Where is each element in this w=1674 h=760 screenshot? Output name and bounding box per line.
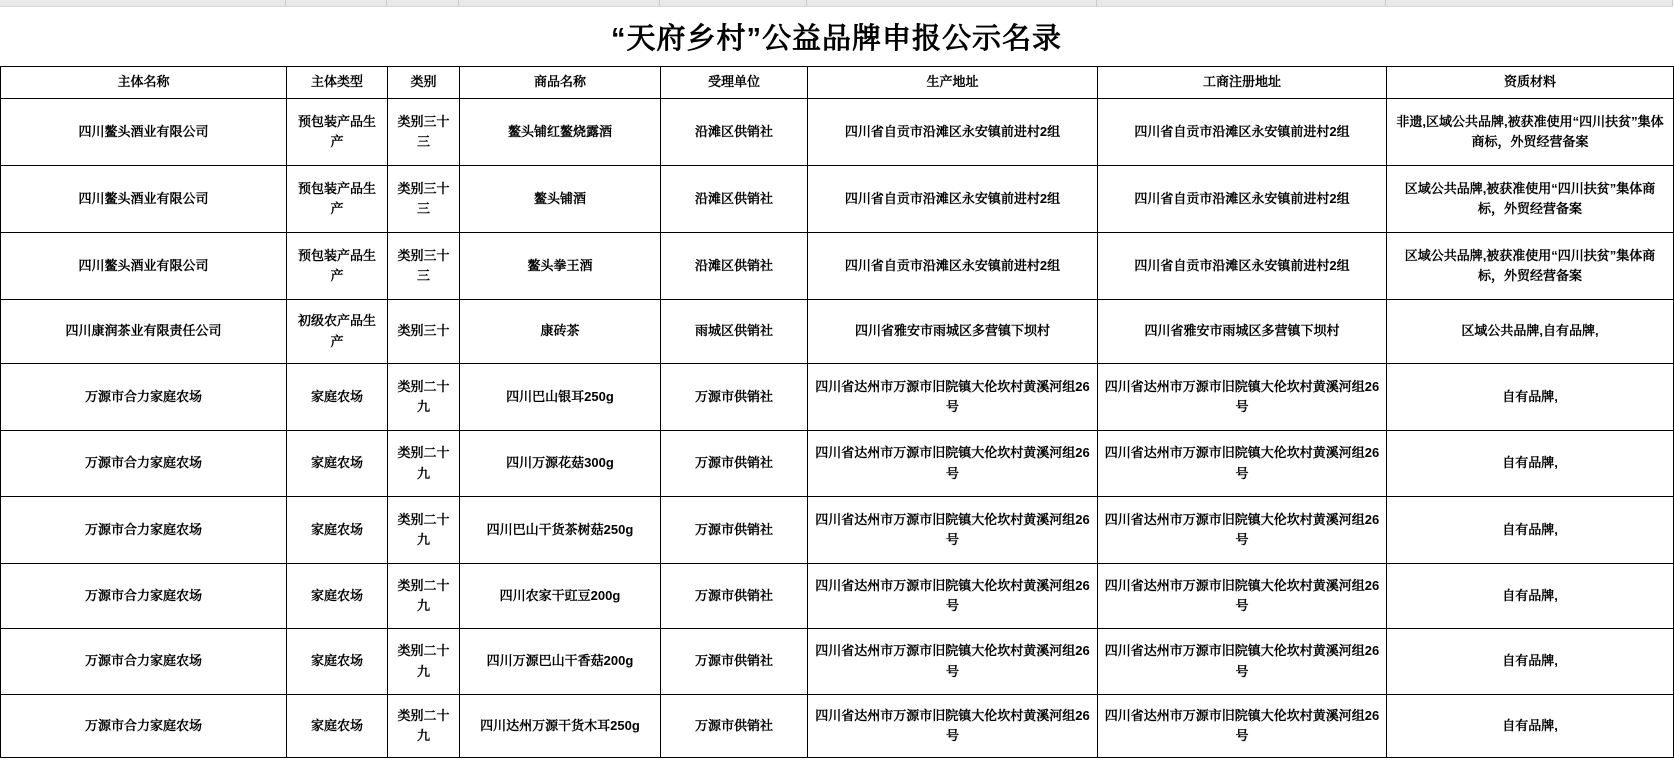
table-cell[interactable]: 四川康润茶业有限责任公司 <box>1 300 287 364</box>
table-cell[interactable]: 万源市合力家庭农场 <box>1 364 287 431</box>
table-cell[interactable]: 四川省自贡市沿滩区永安镇前进村2组 <box>808 233 1098 300</box>
page-title: “天府乡村”公益品牌申报公示名录 <box>610 23 1062 55</box>
table-cell[interactable]: 家庭农场 <box>287 695 388 758</box>
table-row <box>1 166 1674 233</box>
table-cell[interactable]: 万源市供销社 <box>661 431 808 497</box>
grid-strip-cell <box>0 0 286 6</box>
table-cell[interactable]: 万源市合力家庭农场 <box>1 564 287 629</box>
table-cell[interactable]: 万源市合力家庭农场 <box>1 431 287 497</box>
table-cell[interactable]: 四川省达州市万源市旧院镇大伦坎村黄溪河组26号 <box>808 695 1098 758</box>
table-row <box>1 564 1674 629</box>
table-cell[interactable]: 四川农家干豇豆200g <box>460 564 661 629</box>
table-cell[interactable]: 四川省达州市万源市旧院镇大伦坎村黄溪河组26号 <box>1098 695 1387 758</box>
table-cell[interactable]: 四川省自贡市沿滩区永安镇前进村2组 <box>1098 99 1387 166</box>
table-cell[interactable]: 四川达州万源干货木耳250g <box>460 695 661 758</box>
table-cell[interactable]: 预包装产品生产 <box>287 99 388 166</box>
table-cell[interactable]: 沿滩区供销社 <box>661 166 808 233</box>
table-cell[interactable]: 四川巴山干货茶树菇250g <box>460 497 661 564</box>
column-header-registered-addr[interactable]: 工商注册地址 <box>1098 67 1387 99</box>
column-header-accepting-unit[interactable]: 受理单位 <box>661 67 808 99</box>
table-cell[interactable]: 区域公共品牌,被获准使用“四川扶贫”集体商标，外贸经营备案 <box>1387 166 1674 233</box>
table-cell[interactable]: 四川省达州市万源市旧院镇大伦坎村黄溪河组26号 <box>808 431 1098 497</box>
table-cell[interactable]: 家庭农场 <box>287 564 388 629</box>
table-cell[interactable]: 四川省雅安市雨城区多营镇下坝村 <box>1098 300 1387 364</box>
grid-strip-cell <box>660 0 807 6</box>
table-cell[interactable]: 万源市供销社 <box>661 564 808 629</box>
table-row <box>1 233 1674 300</box>
table-cell[interactable]: 类别三十三 <box>388 233 460 300</box>
table-cell[interactable]: 万源市合力家庭农场 <box>1 497 287 564</box>
table-cell[interactable]: 康砖茶 <box>460 300 661 364</box>
brand-listing-table <box>0 66 1674 758</box>
table-cell[interactable]: 区域公共品牌,自有品牌, <box>1387 300 1674 364</box>
table-cell[interactable]: 万源市供销社 <box>661 497 808 564</box>
table-cell[interactable]: 自有品牌, <box>1387 497 1674 564</box>
grid-strip-cell <box>459 0 660 6</box>
table-cell[interactable]: 初级农产品生产 <box>287 300 388 364</box>
column-header-qualifications[interactable]: 资质材料 <box>1387 67 1674 99</box>
table-cell[interactable]: 类别二十九 <box>388 564 460 629</box>
table-cell[interactable]: 四川巴山银耳250g <box>460 364 661 431</box>
table-cell[interactable]: 四川万源巴山干香菇200g <box>460 629 661 695</box>
table-cell[interactable]: 四川省自贡市沿滩区永安镇前进村2组 <box>1098 233 1387 300</box>
column-header-production-addr[interactable]: 生产地址 <box>808 67 1098 99</box>
table-cell[interactable]: 四川省达州市万源市旧院镇大伦坎村黄溪河组26号 <box>808 564 1098 629</box>
table-cell[interactable]: 类别三十 <box>388 300 460 364</box>
table-cell[interactable]: 四川省达州市万源市旧院镇大伦坎村黄溪河组26号 <box>1098 497 1387 564</box>
table-cell[interactable]: 类别二十九 <box>388 695 460 758</box>
table-cell[interactable]: 四川鳌头酒业有限公司 <box>1 99 287 166</box>
table-cell[interactable]: 雨城区供销社 <box>661 300 808 364</box>
table-cell[interactable]: 家庭农场 <box>287 431 388 497</box>
column-header-category[interactable]: 类别 <box>388 67 460 99</box>
table-cell[interactable]: 类别二十九 <box>388 431 460 497</box>
column-header-entity-type[interactable]: 主体类型 <box>287 67 388 99</box>
grid-strip-cell <box>1097 0 1386 6</box>
table-cell[interactable]: 四川省达州市万源市旧院镇大伦坎村黄溪河组26号 <box>1098 364 1387 431</box>
table-cell[interactable]: 类别三十三 <box>388 166 460 233</box>
table-row <box>1 431 1674 497</box>
table-cell[interactable]: 万源市供销社 <box>661 629 808 695</box>
table-row <box>1 629 1674 695</box>
table-cell[interactable]: 家庭农场 <box>287 364 388 431</box>
grid-strip-cell <box>807 0 1097 6</box>
table-row <box>1 364 1674 431</box>
table-cell[interactable]: 四川鳌头酒业有限公司 <box>1 233 287 300</box>
grid-strip-cell <box>387 0 459 6</box>
table-row <box>1 300 1674 364</box>
table-cell[interactable]: 万源市合力家庭农场 <box>1 695 287 758</box>
table-cell[interactable]: 四川省达州市万源市旧院镇大伦坎村黄溪河组26号 <box>808 497 1098 564</box>
table-cell[interactable]: 自有品牌, <box>1387 364 1674 431</box>
table-cell[interactable]: 类别三十三 <box>388 99 460 166</box>
table-cell[interactable]: 四川鳌头酒业有限公司 <box>1 166 287 233</box>
table-cell[interactable]: 四川省自贡市沿滩区永安镇前进村2组 <box>1098 166 1387 233</box>
spreadsheet-row-strip <box>0 0 1673 7</box>
table-cell[interactable]: 鳌头铺酒 <box>460 166 661 233</box>
table-row <box>1 497 1674 564</box>
table-cell[interactable]: 四川省达州市万源市旧院镇大伦坎村黄溪河组26号 <box>808 629 1098 695</box>
table-cell[interactable]: 四川万源花菇300g <box>460 431 661 497</box>
table-cell[interactable]: 家庭农场 <box>287 629 388 695</box>
table-cell[interactable]: 自有品牌, <box>1387 564 1674 629</box>
table-cell[interactable]: 自有品牌, <box>1387 629 1674 695</box>
table-cell[interactable]: 四川省达州市万源市旧院镇大伦坎村黄溪河组26号 <box>1098 629 1387 695</box>
table-cell[interactable]: 预包装产品生产 <box>287 166 388 233</box>
table-cell[interactable]: 万源市供销社 <box>661 695 808 758</box>
grid-strip-cell <box>286 0 387 6</box>
table-cell[interactable]: 类别二十九 <box>388 364 460 431</box>
table-cell[interactable]: 自有品牌, <box>1387 431 1674 497</box>
table-cell[interactable]: 四川省自贡市沿滩区永安镇前进村2组 <box>808 99 1098 166</box>
table-row <box>1 99 1674 166</box>
table-cell[interactable]: 四川省达州市万源市旧院镇大伦坎村黄溪河组26号 <box>1098 564 1387 629</box>
table-cell[interactable]: 沿滩区供销社 <box>661 233 808 300</box>
table-row <box>1 695 1674 758</box>
table-cell[interactable]: 万源市合力家庭农场 <box>1 629 287 695</box>
table-cell[interactable]: 万源市供销社 <box>661 364 808 431</box>
table-cell[interactable]: 四川省雅安市雨城区多营镇下坝村 <box>808 300 1098 364</box>
column-header-product-name[interactable]: 商品名称 <box>460 67 661 99</box>
table-header-row <box>1 67 1674 99</box>
table-cell[interactable]: 自有品牌, <box>1387 695 1674 758</box>
table-cell[interactable]: 类别二十九 <box>388 497 460 564</box>
table-cell[interactable]: 类别二十九 <box>388 629 460 695</box>
table-cell[interactable]: 四川省达州市万源市旧院镇大伦坎村黄溪河组26号 <box>808 364 1098 431</box>
table-cell[interactable]: 预包装产品生产 <box>287 233 388 300</box>
table-cell[interactable]: 家庭农场 <box>287 497 388 564</box>
table-cell[interactable]: 非遗,区域公共品牌,被获准使用“四川扶贫”集体商标，外贸经营备案 <box>1387 99 1674 166</box>
table-cell[interactable]: 沿滩区供销社 <box>661 99 808 166</box>
column-header-entity-name[interactable]: 主体名称 <box>1 67 287 99</box>
table-cell[interactable]: 鳌头铺红鳌烧露酒 <box>460 99 661 166</box>
table-cell[interactable]: 四川省达州市万源市旧院镇大伦坎村黄溪河组26号 <box>1098 431 1387 497</box>
table-cell[interactable]: 鳌头拳王酒 <box>460 233 661 300</box>
table-cell[interactable]: 四川省自贡市沿滩区永安镇前进村2组 <box>808 166 1098 233</box>
grid-strip-cell <box>1386 0 1673 6</box>
table-cell[interactable]: 区域公共品牌,被获准使用“四川扶贫”集体商标，外贸经营备案 <box>1387 233 1674 300</box>
